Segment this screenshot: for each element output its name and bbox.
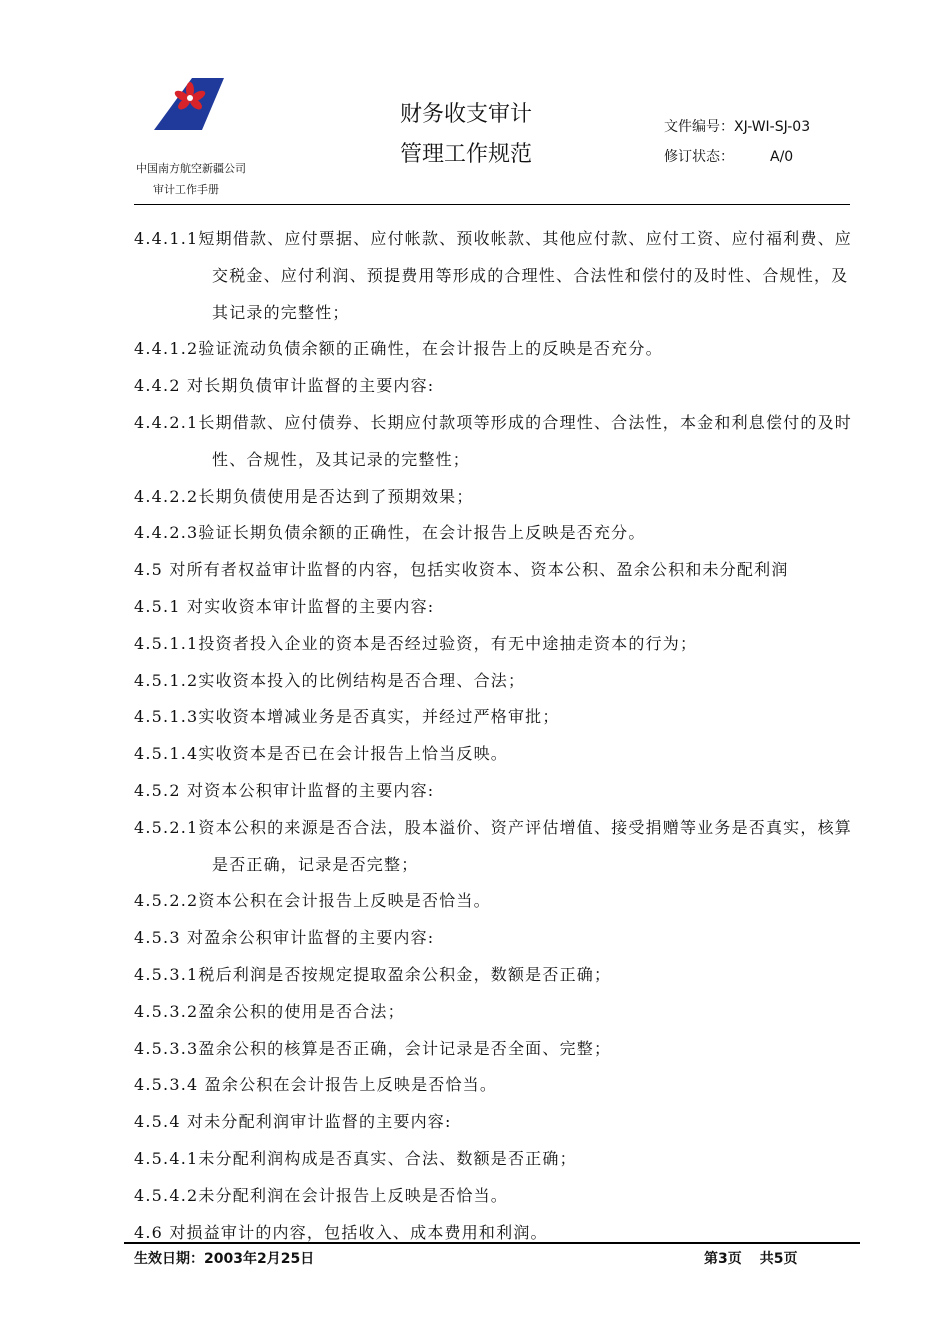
- company-logo-icon: [152, 74, 226, 132]
- paragraph: 4.5.4.1未分配利润构成是否真实、合法、数额是否正确；: [134, 1148, 577, 1168]
- paragraph: 4.5.2.2资本公积在会计报告上反映是否恰当。: [134, 891, 491, 911]
- paragraph: 4.5.3.4 盈余公积在会计报告上反映是否恰当。: [134, 1075, 498, 1095]
- paragraph: 4.5.1.3实收资本增减业务是否真实，并经过严格审批；: [134, 707, 560, 727]
- paragraph: 4.5.3.2盈余公积的使用是否合法；: [134, 1001, 405, 1021]
- paragraph: 4.4.1.2验证流动负债余额的正确性，在会计报告上的反映是否充分。: [134, 339, 663, 359]
- paragraph: 4.5.2.1资本公积的来源是否合法，股本溢价、资产评估增值、接受捐赠等业务是否真实，核算是否正确，记录是否完整；: [134, 817, 852, 874]
- paragraph: 4.4.2.3验证长期负债余额的正确性，在会计报告上反映是否充分。: [134, 523, 646, 543]
- company-name: 中国南方航空新疆公司: [136, 162, 246, 175]
- document-number: 文件编号：XJ-WI-SJ-03: [664, 119, 811, 135]
- revision-label: 修订状态：: [664, 149, 734, 165]
- effective-date: 生效日期：2003年2月25日: [134, 1251, 315, 1267]
- paragraph: 4.5.3.1税后利润是否按规定提取盈余公积金，数额是否正确；: [134, 964, 612, 984]
- document-title-line1: 财务收支审计: [400, 102, 533, 127]
- manual-name: 审计工作手册: [153, 183, 219, 196]
- paragraph: 4.4.2 对长期负债审计监督的主要内容:: [134, 376, 435, 396]
- paragraph: 4.5.1 对实收资本审计监督的主要内容:: [134, 596, 435, 616]
- document-body: [134, 221, 854, 1251]
- footer-divider: [124, 1242, 860, 1244]
- document-title-line2: 管理工作规范: [400, 142, 533, 167]
- page-total: 共5页: [759, 1251, 798, 1267]
- paragraph: 4.5.4 对未分配利润审计监督的主要内容:: [134, 1112, 452, 1132]
- paragraph: 4.5 对所有者权益审计监督的内容，包括实收资本、资本公积、盈余公积和未分配利润: [134, 560, 789, 580]
- paragraph: 4.4.2.1长期借款、应付债券、长期应付款项等形成的合理性、合法性，本金和利息偿付的及时性、合规性，及其记录的完整性；: [134, 412, 852, 469]
- revision-status: [664, 146, 793, 166]
- page-indicator: [704, 1248, 798, 1268]
- header-divider: [134, 204, 850, 205]
- paragraph: 4.5.3 对盈余公积审计监督的主要内容:: [134, 928, 435, 948]
- paragraph: 4.5.3.3盈余公积的核算是否正确，会计记录是否全面、完整；: [134, 1038, 612, 1058]
- paragraph: 4.5.1.1投资者投入企业的资本是否经过验资，有无中途抽走资本的行为；: [134, 633, 698, 653]
- paragraph: 4.6 对损益审计的内容，包括收入、成本费用和利润。: [134, 1222, 548, 1242]
- paragraph: 4.4.1.1短期借款、应付票据、应付帐款、预收帐款、其他应付款、应付工资、应付福利费、应交税金、应付利润、预提费用等形成的合理性、合法性和偿付的及时性、合规性，及其记录的完整性；: [134, 229, 852, 322]
- paragraph: 4.5.1.4实收资本是否已在会计报告上恰当反映。: [134, 744, 508, 764]
- paragraph: 4.5.1.2实收资本投入的比例结构是否合理、合法；: [134, 670, 526, 690]
- paragraph: 4.4.2.2长期负债使用是否达到了预期效果；: [134, 486, 474, 506]
- paragraph: 4.5.4.2未分配利润在会计报告上反映是否恰当。: [134, 1185, 508, 1205]
- paragraph: 4.5.2 对资本公积审计监督的主要内容:: [134, 780, 435, 800]
- page-number: 第3页: [704, 1251, 742, 1267]
- revision-value: A/0: [770, 149, 794, 165]
